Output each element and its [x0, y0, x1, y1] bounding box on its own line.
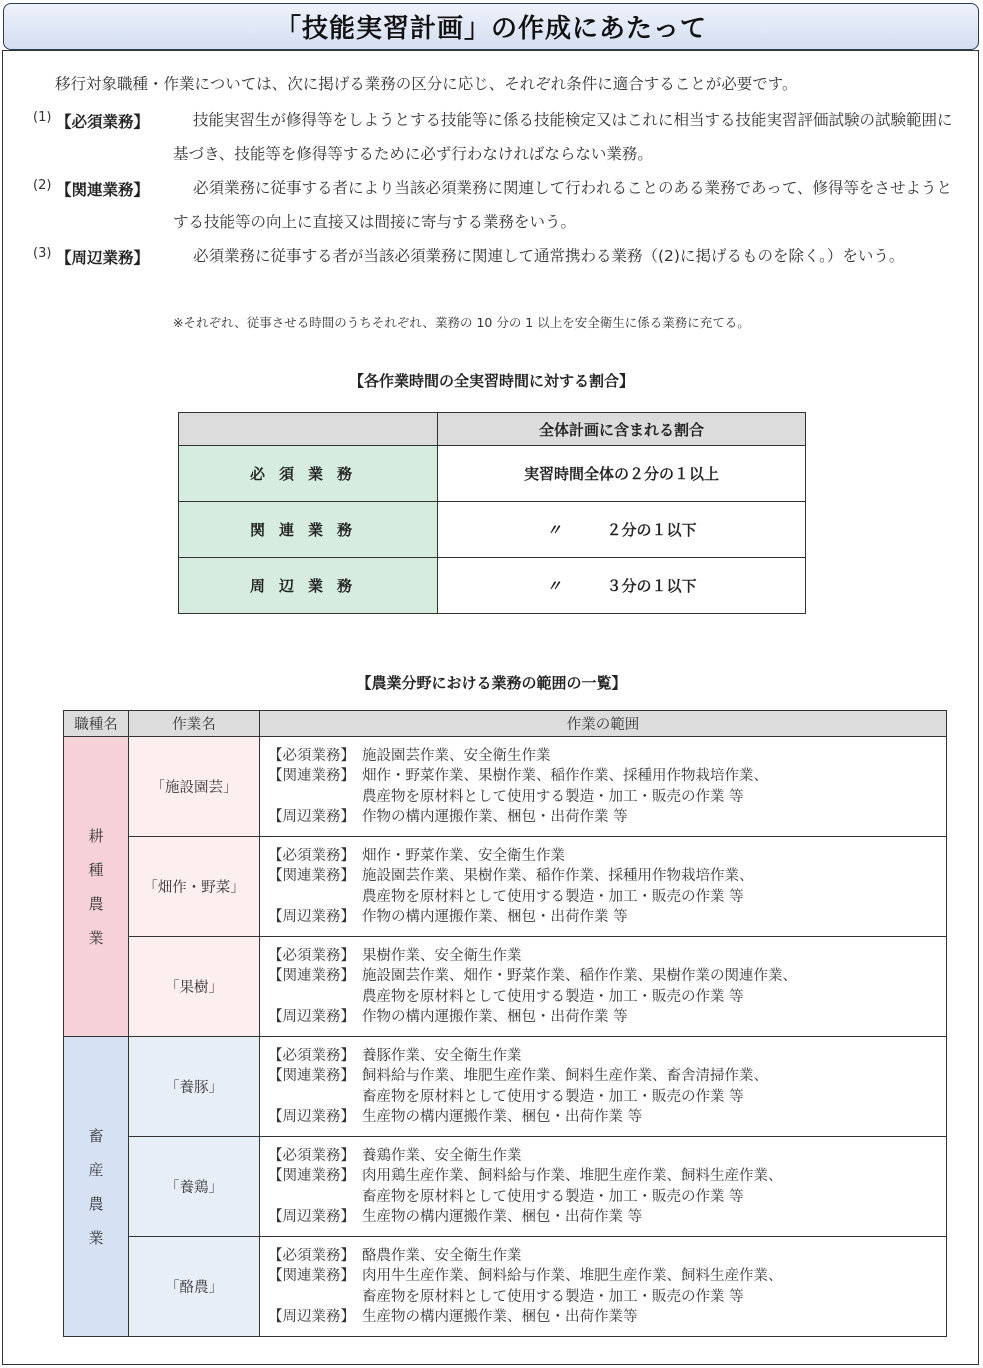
table-row — [64, 1237, 947, 1337]
scope-header-row — [64, 711, 947, 737]
occupation-cell — [64, 737, 129, 1037]
range-line — [268, 1207, 946, 1228]
scope-table — [63, 710, 947, 1337]
header-work: 作業名 — [129, 711, 260, 737]
ratio-label: 周辺業務 — [179, 558, 438, 614]
ratio-table — [178, 412, 806, 614]
table-row — [64, 837, 947, 937]
table-row — [64, 1037, 947, 1137]
work-range — [260, 1137, 947, 1237]
range-tag — [268, 987, 362, 1008]
occupation-name: 耕種農業 — [88, 826, 104, 947]
range-line — [268, 1166, 946, 1187]
ratio-header-cell: 全体計画に含まれる割合 — [438, 413, 806, 446]
range-text: 農産物を原材料として使用する製造・加工・販売の作業 等 — [362, 988, 744, 1005]
range-line — [268, 987, 946, 1008]
range-line — [268, 866, 946, 887]
range-tag: 【必須業務】 — [268, 947, 355, 964]
range-tag: 【必須業務】 — [268, 847, 355, 864]
item-heading: 【周辺業務】 — [56, 249, 150, 267]
range-tag: 【関連業務】 — [268, 1068, 355, 1084]
range-tag: 【関連業務】 — [268, 1168, 355, 1184]
ratio-header-row — [179, 413, 806, 446]
occupation-cell — [64, 1037, 129, 1337]
range-tag: 【必須業務】 — [268, 1247, 355, 1264]
work-name: 「果樹」 — [129, 937, 260, 1037]
item-number: (3) — [33, 246, 52, 261]
range-tag — [268, 1187, 362, 1208]
range-tag: 【必須業務】 — [268, 747, 355, 764]
work-range — [260, 1037, 947, 1137]
safety-note: ※それぞれ、従事させる時間のうちそれぞれ、業務の 10 分の 1 以上を安全衛生に係る業務に充てる。 — [173, 315, 750, 330]
range-text: 施設園芸作業、畑作・野菜作業、稲作作業、果樹作業の関連作業、 — [362, 968, 797, 984]
range-line — [268, 1266, 946, 1287]
range-text: 畜産物を原材料として使用する製造・加工・販売の作業 等 — [362, 1288, 744, 1305]
ratio-value: 実習時間全体の２分の１以上 — [523, 465, 719, 483]
range-tag: 【周辺業務】 — [268, 1309, 355, 1325]
range-line — [268, 1087, 946, 1108]
range-text: 養豚作業、安全衛生作業 — [362, 1047, 522, 1064]
range-text: 生産物の構内運搬作業、梱包・出荷作業等 — [362, 1309, 638, 1325]
ratio-value-cell — [438, 558, 806, 614]
range-text: 畜産物を原材料として使用する製造・加工・販売の作業 等 — [362, 1088, 744, 1105]
range-line — [268, 1107, 946, 1128]
range-line — [268, 1046, 946, 1067]
range-tag: 【関連業務】 — [268, 1268, 355, 1284]
table-row — [64, 737, 947, 837]
work-name: 「酪農」 — [129, 1237, 260, 1337]
range-line — [268, 1287, 946, 1308]
range-tag: 【周辺業務】 — [268, 1109, 355, 1125]
range-line — [268, 807, 946, 828]
header-range: 作業の範囲 — [260, 711, 947, 737]
ratio-label: 関連業務 — [179, 502, 438, 558]
range-text: 施設園芸作業、安全衛生作業 — [362, 747, 551, 764]
work-range — [260, 937, 947, 1037]
range-tag: 【関連業務】 — [268, 968, 355, 984]
range-line — [268, 746, 946, 767]
range-line — [268, 1187, 946, 1208]
item-heading: 【関連業務】 — [56, 181, 150, 199]
range-text: 作物の構内運搬作業、梱包・出荷作業 等 — [362, 909, 628, 925]
intro-text: 移行対象職種・作業については、次に掲げる業務の区分に応じ、それぞれ条件に適合することが必要です。 — [55, 75, 798, 93]
ratio-row — [179, 502, 806, 558]
range-tag: 【関連業務】 — [268, 868, 355, 884]
range-tag: 【周辺業務】 — [268, 909, 355, 925]
item-number: (2) — [33, 178, 52, 193]
range-text: 農産物を原材料として使用する製造・加工・販売の作業 等 — [362, 888, 744, 905]
range-line — [268, 787, 946, 808]
range-line — [268, 887, 946, 908]
item-body: 技能実習生が修得等をしようとする技能等に係る技能検定又はこれに相当する技能実習評価試験の試験範囲に基づき、技能等を修得等するために必ず行わなければならない業務。 — [173, 111, 953, 163]
range-text: 肉用鶏生産作業、飼料給与作業、堆肥生産作業、飼料生産作業、 — [362, 1168, 783, 1184]
range-line — [268, 946, 946, 967]
range-text: 肉用牛生産作業、飼料給与作業、堆肥生産作業、飼料生産作業、 — [362, 1268, 783, 1284]
range-tag — [268, 787, 362, 808]
header-occupation: 職種名 — [64, 711, 129, 737]
ratio-row — [179, 446, 806, 502]
range-text: 生産物の構内運搬作業、梱包・出荷作業 等 — [362, 1109, 643, 1125]
range-line — [268, 1246, 946, 1267]
work-name: 「養豚」 — [129, 1037, 260, 1137]
range-text: 作物の構内運搬作業、梱包・出荷作業 等 — [362, 809, 628, 825]
range-tag: 【必須業務】 — [268, 1047, 355, 1064]
item-body: 必須業務に従事する者により当該必須業務に関連して行われることのある業務であって、修得等をさせようとする技能等の向上に直接又は間接に寄与する業務をいう。 — [173, 179, 953, 231]
ditto-mark: 〃 — [546, 577, 562, 595]
range-line — [268, 1066, 946, 1087]
work-name: 「施設園芸」 — [129, 737, 260, 837]
ratio-row — [179, 558, 806, 614]
range-tag: 【周辺業務】 — [268, 1209, 355, 1225]
ratio-value-cell — [438, 446, 806, 502]
range-text: 作物の構内運搬作業、梱包・出荷作業 等 — [362, 1009, 628, 1025]
ratio-header-blank — [179, 413, 438, 446]
occupation-name: 畜産農業 — [88, 1126, 104, 1247]
ratio-table-caption: 【各作業時間の全実習時間に対する割合】 — [348, 372, 634, 390]
range-line — [268, 907, 946, 928]
ratio-label: 必須業務 — [179, 446, 438, 502]
work-range — [260, 837, 947, 937]
range-tag: 【必須業務】 — [268, 1147, 355, 1164]
work-range — [260, 737, 947, 837]
work-range — [260, 1237, 947, 1337]
range-text: 施設園芸作業、果樹作業、稲作作業、採種用作物栽培作業、 — [362, 868, 754, 884]
ratio-value: ２分の１以下 — [606, 521, 697, 539]
item-number: (1) — [33, 110, 52, 125]
range-line — [268, 1307, 946, 1328]
range-line — [268, 966, 946, 987]
range-tag: 【周辺業務】 — [268, 809, 355, 825]
range-line — [268, 846, 946, 867]
range-tag: 【関連業務】 — [268, 768, 355, 784]
range-text: 畜産物を原材料として使用する製造・加工・販売の作業 等 — [362, 1188, 744, 1205]
ratio-value: ３分の１以下 — [606, 577, 697, 595]
range-line — [268, 1146, 946, 1167]
ditto-mark: 〃 — [546, 521, 562, 539]
range-text: 飼料給与作業、堆肥生産作業、飼料生産作業、畜舎清掃作業、 — [362, 1068, 768, 1084]
range-line — [268, 766, 946, 787]
work-name: 「畑作・野菜」 — [129, 837, 260, 937]
range-tag — [268, 1087, 362, 1108]
range-text: 養鶏作業、安全衛生作業 — [362, 1147, 522, 1164]
ratio-value-cell — [438, 502, 806, 558]
range-text: 果樹作業、安全衛生作業 — [362, 947, 522, 964]
table-row — [64, 937, 947, 1037]
range-text: 農産物を原材料として使用する製造・加工・販売の作業 等 — [362, 788, 744, 805]
work-name: 「養鶏」 — [129, 1137, 260, 1237]
item-body: 必須業務に従事する者が当該必須業務に関連して通常携わる業務（(2)に掲げるものを除く。）をいう。 — [193, 247, 905, 265]
range-text: 生産物の構内運搬作業、梱包・出荷作業 等 — [362, 1209, 643, 1225]
item-heading: 【必須業務】 — [56, 113, 150, 131]
range-text: 酪農作業、安全衛生作業 — [362, 1247, 522, 1264]
range-tag — [268, 1287, 362, 1308]
range-line — [268, 1007, 946, 1028]
range-tag: 【周辺業務】 — [268, 1009, 355, 1025]
range-text: 畑作・野菜作業、安全衛生作業 — [362, 847, 565, 864]
table-row — [64, 1137, 947, 1237]
page-title: 「技能実習計画」の作成にあたって — [3, 3, 979, 50]
scope-table-caption: 【農業分野における業務の範囲の一覧】 — [356, 674, 627, 692]
range-text: 畑作・野菜作業、果樹作業、稲作作業、採種用作物栽培作業、 — [362, 768, 768, 784]
range-tag — [268, 887, 362, 908]
